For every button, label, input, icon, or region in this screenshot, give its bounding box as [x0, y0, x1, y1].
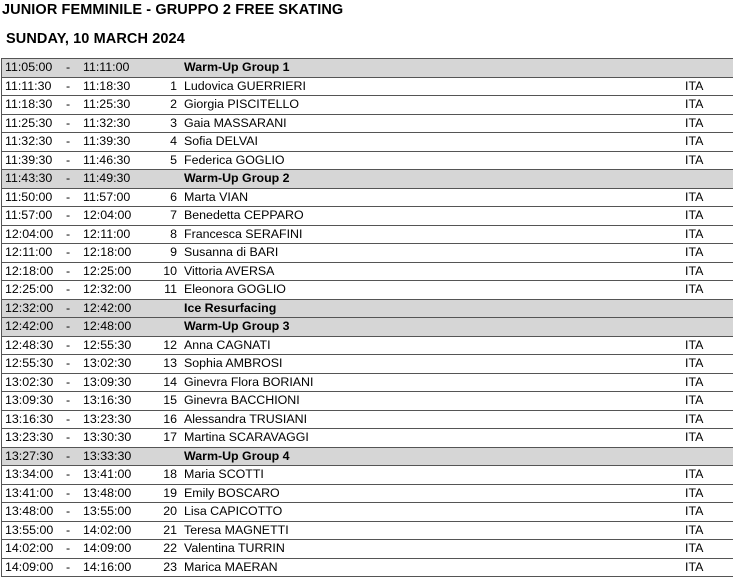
skater-row — [2, 540, 733, 559]
time-separator: - — [66, 152, 71, 167]
start-time: 13:34:00 — [5, 467, 54, 481]
section-label: Warm-Up Group 4 — [184, 448, 290, 463]
start-time: 14:09:00 — [5, 559, 54, 574]
nation-code: ITA — [685, 282, 704, 296]
time-separator: - — [66, 430, 71, 444]
time-separator: - — [66, 522, 71, 537]
skater-row — [2, 392, 733, 411]
time-separator: - — [66, 245, 71, 259]
end-time: 12:18:00 — [83, 245, 132, 259]
start-number: 5 — [170, 152, 177, 167]
end-time: 11:39:30 — [83, 134, 131, 148]
start-number: 12 — [163, 337, 177, 352]
end-time: 13:09:30 — [83, 374, 132, 389]
skater-row — [2, 503, 733, 522]
nation-code: ITA — [685, 97, 704, 111]
start-time: 12:04:00 — [5, 226, 54, 241]
start-time: 12:11:00 — [5, 245, 53, 259]
end-time: 12:11:00 — [83, 226, 131, 241]
nation-code: ITA — [685, 522, 704, 537]
skater-name: Ginevra BACCHIONI — [184, 393, 300, 407]
event-title: JUNIOR FEMMINILE - GRUPPO 2 FREE SKATING — [2, 2, 344, 18]
end-time: 11:57:00 — [83, 189, 131, 204]
schedule-table — [1, 58, 733, 577]
time-separator: - — [66, 263, 71, 278]
start-number: 20 — [163, 504, 177, 518]
skater-name: Teresa MAGNETTI — [184, 522, 289, 537]
event-date: SUNDAY, 10 MARCH 2024 — [6, 31, 185, 47]
end-time: 11:46:30 — [83, 152, 131, 167]
end-time: 13:41:00 — [83, 467, 132, 481]
skater-name: Maria SCOTTI — [184, 467, 264, 481]
start-time: 11:43:30 — [5, 171, 53, 185]
skater-row — [2, 374, 733, 393]
start-time: 13:55:00 — [5, 522, 54, 537]
skater-row — [2, 485, 733, 504]
end-time: 14:09:00 — [83, 541, 132, 555]
start-number: 2 — [170, 97, 177, 111]
section-label: Warm-Up Group 1 — [184, 60, 290, 74]
skater-name: Benedetta CEPPARO — [184, 208, 304, 222]
skater-name: Lisa CAPICOTTO — [184, 504, 283, 518]
time-separator: - — [66, 300, 71, 315]
skater-row — [2, 429, 733, 448]
skater-name: Martina SCARAVAGGI — [184, 430, 309, 444]
start-time: 12:18:00 — [5, 263, 54, 278]
time-separator: - — [66, 78, 71, 93]
skater-name: Alessandra TRUSIANI — [184, 411, 308, 426]
end-time: 13:48:00 — [83, 485, 132, 500]
skater-name: Francesca SERAFINI — [184, 226, 303, 241]
nation-code: ITA — [685, 134, 704, 148]
start-number: 3 — [170, 115, 177, 130]
skater-row — [2, 466, 733, 485]
nation-code: ITA — [685, 430, 704, 444]
skater-name: Emily BOSCARO — [184, 485, 280, 500]
start-time: 11:57:00 — [5, 208, 53, 222]
time-separator: - — [66, 337, 71, 352]
start-time: 13:16:30 — [5, 411, 54, 426]
start-number: 14 — [163, 374, 177, 389]
skater-row — [2, 115, 733, 134]
time-separator: - — [66, 282, 71, 296]
start-time: 13:02:30 — [5, 374, 54, 389]
start-number: 6 — [170, 189, 177, 204]
skater-name: Gaia MASSARANI — [184, 115, 287, 130]
time-separator: - — [66, 504, 71, 518]
end-time: 13:23:30 — [83, 411, 132, 426]
nation-code: ITA — [685, 152, 704, 167]
start-time: 12:55:30 — [5, 356, 54, 370]
start-time: 11:32:30 — [5, 134, 53, 148]
start-time: 12:25:00 — [5, 282, 54, 296]
time-separator: - — [66, 541, 71, 555]
start-number: 4 — [170, 134, 177, 148]
nation-code: ITA — [685, 541, 704, 555]
start-number: 21 — [163, 522, 177, 537]
skater-row — [2, 411, 733, 430]
time-separator: - — [66, 411, 71, 426]
start-number: 19 — [163, 485, 177, 500]
time-separator: - — [66, 208, 71, 222]
section-label: Warm-Up Group 2 — [184, 171, 290, 185]
start-number: 16 — [163, 411, 177, 426]
start-number: 22 — [163, 541, 177, 555]
skater-row — [2, 244, 733, 263]
start-time: 12:32:00 — [5, 300, 54, 315]
end-time: 11:32:30 — [83, 115, 131, 130]
end-time: 12:55:30 — [83, 337, 132, 352]
end-time: 11:18:30 — [83, 78, 131, 93]
start-time: 14:02:00 — [5, 541, 54, 555]
skater-name: Federica GOGLIO — [184, 152, 285, 167]
start-number: 18 — [163, 467, 177, 481]
start-time: 13:48:00 — [5, 504, 54, 518]
time-separator: - — [66, 97, 71, 111]
end-time: 11:49:30 — [83, 171, 131, 185]
end-time: 13:30:30 — [83, 430, 132, 444]
start-time: 11:39:30 — [5, 152, 53, 167]
nation-code: ITA — [685, 411, 704, 426]
end-time: 13:33:30 — [83, 448, 132, 463]
time-separator: - — [66, 189, 71, 204]
time-separator: - — [66, 356, 71, 370]
time-separator: - — [66, 115, 71, 130]
skater-row — [2, 152, 733, 171]
time-separator: - — [66, 467, 71, 481]
end-time: 12:04:00 — [83, 208, 132, 222]
skater-name: Sofia DELVAI — [184, 134, 258, 148]
start-number: 11 — [164, 282, 177, 296]
start-time: 11:18:30 — [5, 97, 53, 111]
section-row — [2, 300, 733, 319]
skater-row — [2, 207, 733, 226]
end-time: 13:02:30 — [83, 356, 132, 370]
skater-name: Vittoria AVERSA — [184, 263, 275, 278]
skater-row — [2, 281, 733, 300]
section-label: Warm-Up Group 3 — [184, 319, 290, 333]
nation-code: ITA — [685, 115, 704, 130]
start-time: 11:25:30 — [5, 115, 53, 130]
nation-code: ITA — [685, 226, 704, 241]
section-label: Ice Resurfacing — [184, 300, 277, 315]
skater-row — [2, 226, 733, 245]
time-separator: - — [66, 60, 71, 74]
skater-row — [2, 355, 733, 374]
nation-code: ITA — [685, 356, 704, 370]
start-time: 12:42:00 — [5, 319, 54, 333]
time-separator: - — [66, 485, 71, 500]
start-time: 13:41:00 — [5, 485, 54, 500]
end-time: 13:55:00 — [83, 504, 132, 518]
section-row — [2, 170, 733, 189]
skater-name: Ginevra Flora BORIANI — [184, 374, 314, 389]
start-number: 1 — [170, 78, 177, 93]
skater-name: Marica MAERAN — [184, 559, 278, 574]
time-separator: - — [66, 134, 71, 148]
nation-code: ITA — [685, 393, 704, 407]
nation-code: ITA — [685, 78, 704, 93]
nation-code: ITA — [685, 337, 704, 352]
skater-name: Valentina TURRIN — [184, 541, 285, 555]
time-separator: - — [66, 559, 71, 574]
skater-name: Susanna di BARI — [184, 245, 279, 259]
skater-row — [2, 133, 733, 152]
end-time: 11:11:00 — [83, 60, 130, 74]
end-time: 12:25:00 — [83, 263, 132, 278]
nation-code: ITA — [685, 467, 704, 481]
skater-name: Marta VIAN — [184, 189, 249, 204]
start-number: 23 — [163, 559, 177, 574]
start-number: 8 — [170, 226, 177, 241]
skater-row — [2, 189, 733, 208]
nation-code: ITA — [685, 263, 704, 278]
start-time: 11:05:00 — [5, 60, 53, 74]
skater-row — [2, 78, 733, 97]
time-separator: - — [66, 319, 71, 333]
skater-row — [2, 337, 733, 356]
nation-code: ITA — [685, 374, 704, 389]
start-number: 13 — [163, 356, 177, 370]
nation-code: ITA — [685, 245, 704, 259]
start-time: 13:09:30 — [5, 393, 54, 407]
end-time: 11:25:30 — [83, 97, 131, 111]
start-time: 13:23:30 — [5, 430, 54, 444]
skater-name: Anna CAGNATI — [184, 337, 271, 352]
skater-row — [2, 559, 733, 578]
start-number: 10 — [163, 263, 177, 278]
skater-row — [2, 263, 733, 282]
section-row — [2, 448, 733, 467]
nation-code: ITA — [685, 559, 704, 574]
section-row — [2, 318, 733, 337]
start-number: 9 — [170, 245, 177, 259]
end-time: 14:16:00 — [83, 559, 132, 574]
time-separator: - — [66, 448, 71, 463]
time-separator: - — [66, 374, 71, 389]
nation-code: ITA — [685, 485, 704, 500]
section-row — [2, 59, 733, 78]
skater-name: Giorgia PISCITELLO — [184, 97, 300, 111]
end-time: 13:16:30 — [83, 393, 132, 407]
end-time: 12:32:00 — [83, 282, 132, 296]
end-time: 12:48:00 — [83, 319, 132, 333]
end-time: 14:02:00 — [83, 522, 132, 537]
start-number: 7 — [170, 208, 177, 222]
skater-name: Sophia AMBROSI — [184, 356, 283, 370]
nation-code: ITA — [685, 504, 704, 518]
skater-name: Ludovica GUERRIERI — [184, 78, 306, 93]
nation-code: ITA — [685, 208, 704, 222]
start-number: 15 — [163, 393, 177, 407]
skater-row — [2, 522, 733, 541]
time-separator: - — [66, 226, 71, 241]
nation-code: ITA — [685, 189, 704, 204]
start-time: 11:11:30 — [5, 78, 52, 93]
time-separator: - — [66, 393, 71, 407]
start-time: 11:50:00 — [5, 189, 53, 204]
time-separator: - — [66, 171, 71, 185]
start-number: 17 — [163, 430, 177, 444]
skater-name: Eleonora GOGLIO — [184, 282, 286, 296]
end-time: 12:42:00 — [83, 300, 132, 315]
start-time: 12:48:30 — [5, 337, 54, 352]
skater-row — [2, 96, 733, 115]
start-time: 13:27:30 — [5, 448, 54, 463]
